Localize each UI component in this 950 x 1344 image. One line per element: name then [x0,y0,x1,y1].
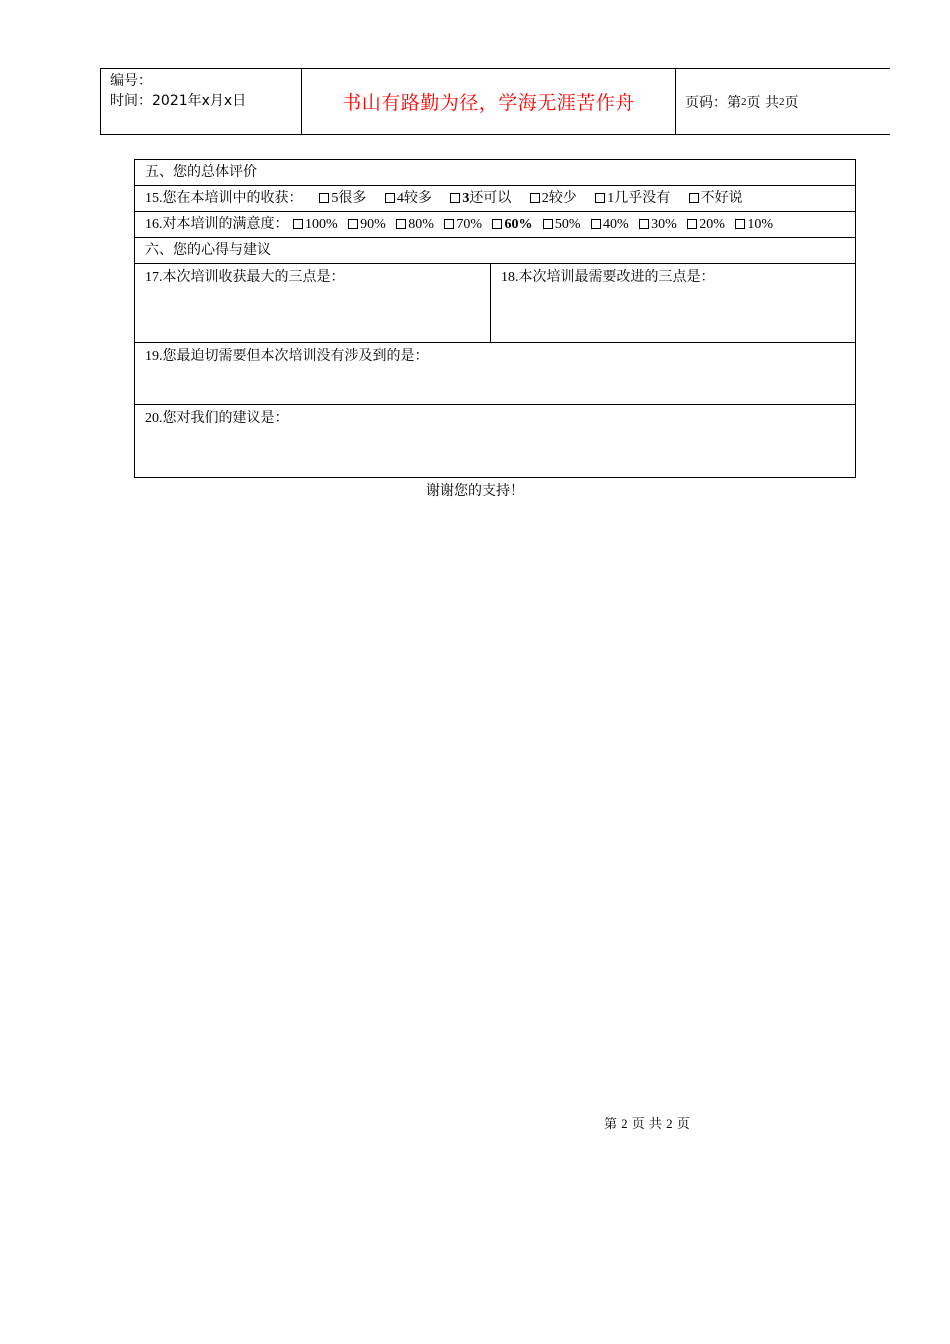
checkbox[interactable] [385,193,395,203]
checkbox[interactable] [319,193,329,203]
q20-number: 20. [145,411,163,426]
q16-option-80[interactable]: 80% [396,212,434,237]
q16-option-70[interactable]: 70% [444,212,482,237]
q16-option-90[interactable]: 90% [348,212,386,237]
q15-option-4[interactable]: 4较多 [385,186,432,211]
checkbox[interactable] [591,219,601,229]
survey-form-table [134,159,856,478]
page-label-mid: 页 共 [746,94,779,111]
q16-option-60[interactable]: 60% [492,212,532,237]
footer-suffix: 页 [676,1117,690,1132]
header-page-number [676,69,890,134]
checkbox[interactable] [348,219,358,229]
footer-total: 2 [666,1116,673,1131]
section-6-title: 六、您的心得与建议 [135,238,855,264]
q20-label: 您对我们的建议是： [162,410,289,426]
q16-option-20[interactable]: 20% [687,212,725,237]
question-18-cell[interactable] [491,264,855,342]
page-current: 2 [741,95,747,108]
question-20-cell[interactable] [135,405,855,477]
checkbox[interactable] [530,193,540,203]
q19-number: 19. [145,349,163,364]
checkbox[interactable] [450,193,460,203]
q16-option-10[interactable]: 10% [735,212,773,237]
checkbox[interactable] [639,219,649,229]
page-total: 2 [778,95,785,108]
question-16-row [135,212,855,238]
q16-option-30[interactable]: 30% [639,212,677,237]
page-label-suffix: 页 [784,94,799,111]
q16-option-50[interactable]: 50% [543,212,581,237]
q15-option-unsure[interactable]: 不好说 [689,186,743,211]
q15-option-2[interactable]: 2较少 [530,186,577,211]
thanks-message: 谢谢您的支持！ [426,483,524,499]
checkbox[interactable] [735,219,745,229]
time-label: 时间：2021年x月x日 [110,93,247,109]
q16-label: 对本培训的满意度： [162,216,289,232]
q15-label: 您在本培训中的收获： [162,190,303,206]
q16-option-100[interactable]: 100% [293,212,338,237]
q16-option-40[interactable]: 40% [591,212,629,237]
q19-label: 您最迫切需要但本次培训没有涉及到的是： [162,348,429,364]
checkbox[interactable] [543,219,553,229]
question-15-row [135,186,855,212]
footer-current: 2 [621,1116,628,1131]
checkbox[interactable] [492,219,502,229]
footer-mid: 页 共 [631,1117,662,1132]
q18-label: 本次培训最需要改进的三点是： [518,269,715,285]
footer-prefix: 第 [604,1117,618,1132]
serial-number-label: 编号： [110,73,152,89]
q15-option-3[interactable]: 3还可以 [450,186,511,211]
checkbox[interactable] [396,219,406,229]
q15-option-5[interactable]: 5很多 [319,186,366,211]
header-motto: 书山有路勤为径，学海无涯苦作舟 [302,69,676,134]
checkbox[interactable] [687,219,697,229]
document-header [100,68,890,135]
header-meta [101,69,302,134]
section-5-title: 五、您的总体评价 [135,160,855,186]
question-17-18-row [135,264,855,343]
q15-option-1[interactable]: 1几乎没有 [595,186,670,211]
checkbox[interactable] [595,193,605,203]
question-19-cell[interactable] [135,343,855,405]
checkbox[interactable] [293,219,303,229]
q15-number: 15. [145,191,163,206]
q17-number: 17. [145,270,163,285]
checkbox[interactable] [444,219,454,229]
checkbox[interactable] [689,193,699,203]
question-17-cell[interactable] [135,264,491,342]
page-footer [604,1113,690,1132]
q18-number: 18. [501,270,519,285]
page-label-prefix: 页码：第 [685,94,741,111]
q16-number: 16. [145,217,163,232]
q17-label: 本次培训收获最大的三点是： [162,269,345,285]
